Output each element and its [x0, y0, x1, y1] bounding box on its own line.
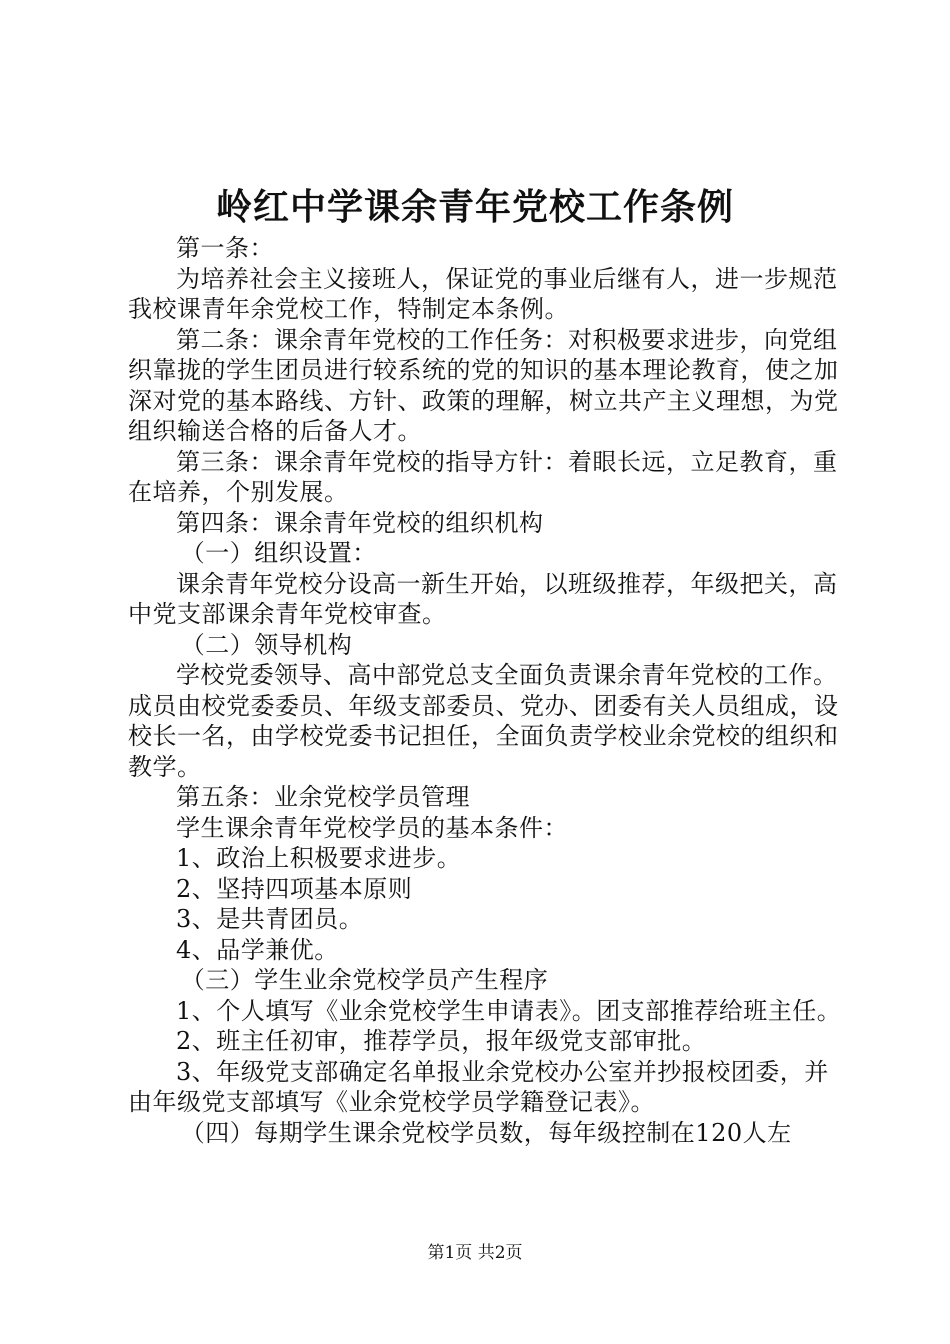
- paragraph: 学校党委领导、高中部党总支全面负责课余青年党校的工作。成员由校党委委员、年级支部委员、党办、团委有关人员组成，设校长一名，由学校党委书记担任，全面负责学校业余党校的组织和教学。: [128, 661, 839, 781]
- page-footer: 第1页 共2页: [427, 1243, 523, 1263]
- paragraph-article-2: 第二条：课余青年党校的工作任务：对积极要求进步，向党组织靠拢的学生团员进行较系统的党的知识的基本理论教育，使之加深对党的基本路线、方针、政策的理解，树立共产主义理想，为党组织输送合格的后备人才。: [128, 325, 839, 445]
- list-item: 2、班主任初审，推荐学员，报年级党支部审批。: [176, 1027, 707, 1055]
- paragraph-article-3: 第三条：课余青年党校的指导方针：着眼长远，立足教育，重在培养，个别发展。: [128, 447, 838, 506]
- list-item: 2、坚持四项基本原则: [176, 874, 413, 903]
- section-heading: （二）领导机构: [180, 630, 353, 659]
- list-item: 3、年级党支部确定名单报业余党校办公室并抄报校团委，并由年级党支部填写《业余党校学员学籍登记表》。: [128, 1057, 829, 1116]
- paragraph: 为培养社会主义接班人，保证党的事业后继有人，进一步规范我校课青年余党校工作，特制定本条例。: [128, 264, 838, 323]
- paragraph: 学生课余青年党校学员的基本条件：: [176, 813, 568, 842]
- section-heading: （一）组织设置：: [180, 539, 377, 567]
- list-item: 4、品学兼优。: [176, 935, 339, 964]
- document-body: [128, 233, 850, 1148]
- paragraph-article-4: 第四条：课余青年党校的组织机构: [176, 508, 544, 537]
- paragraph-article-1: 第一条：: [176, 234, 274, 262]
- paragraph: 课余青年党校分设高一新生开始，以班级推荐，年级把关，高中党支部课余青年党校审查。: [128, 569, 838, 628]
- section-heading: （三）学生业余党校学员产生程序: [180, 966, 549, 994]
- list-item: 1、个人填写《业余党校学生申请表》。团支部推荐给班主任。: [176, 996, 842, 1025]
- list-item: 3、是共青团员。: [176, 905, 364, 933]
- page-title: 岭红中学课余青年党校工作条例: [215, 186, 734, 228]
- list-item: 1、政治上积极要求进步。: [176, 844, 462, 872]
- paragraph-article-5: 第五条：业余党校学员管理: [176, 783, 470, 811]
- section-heading: （四）每期学生课余党校学员数，每年级控制在120人左: [180, 1118, 792, 1147]
